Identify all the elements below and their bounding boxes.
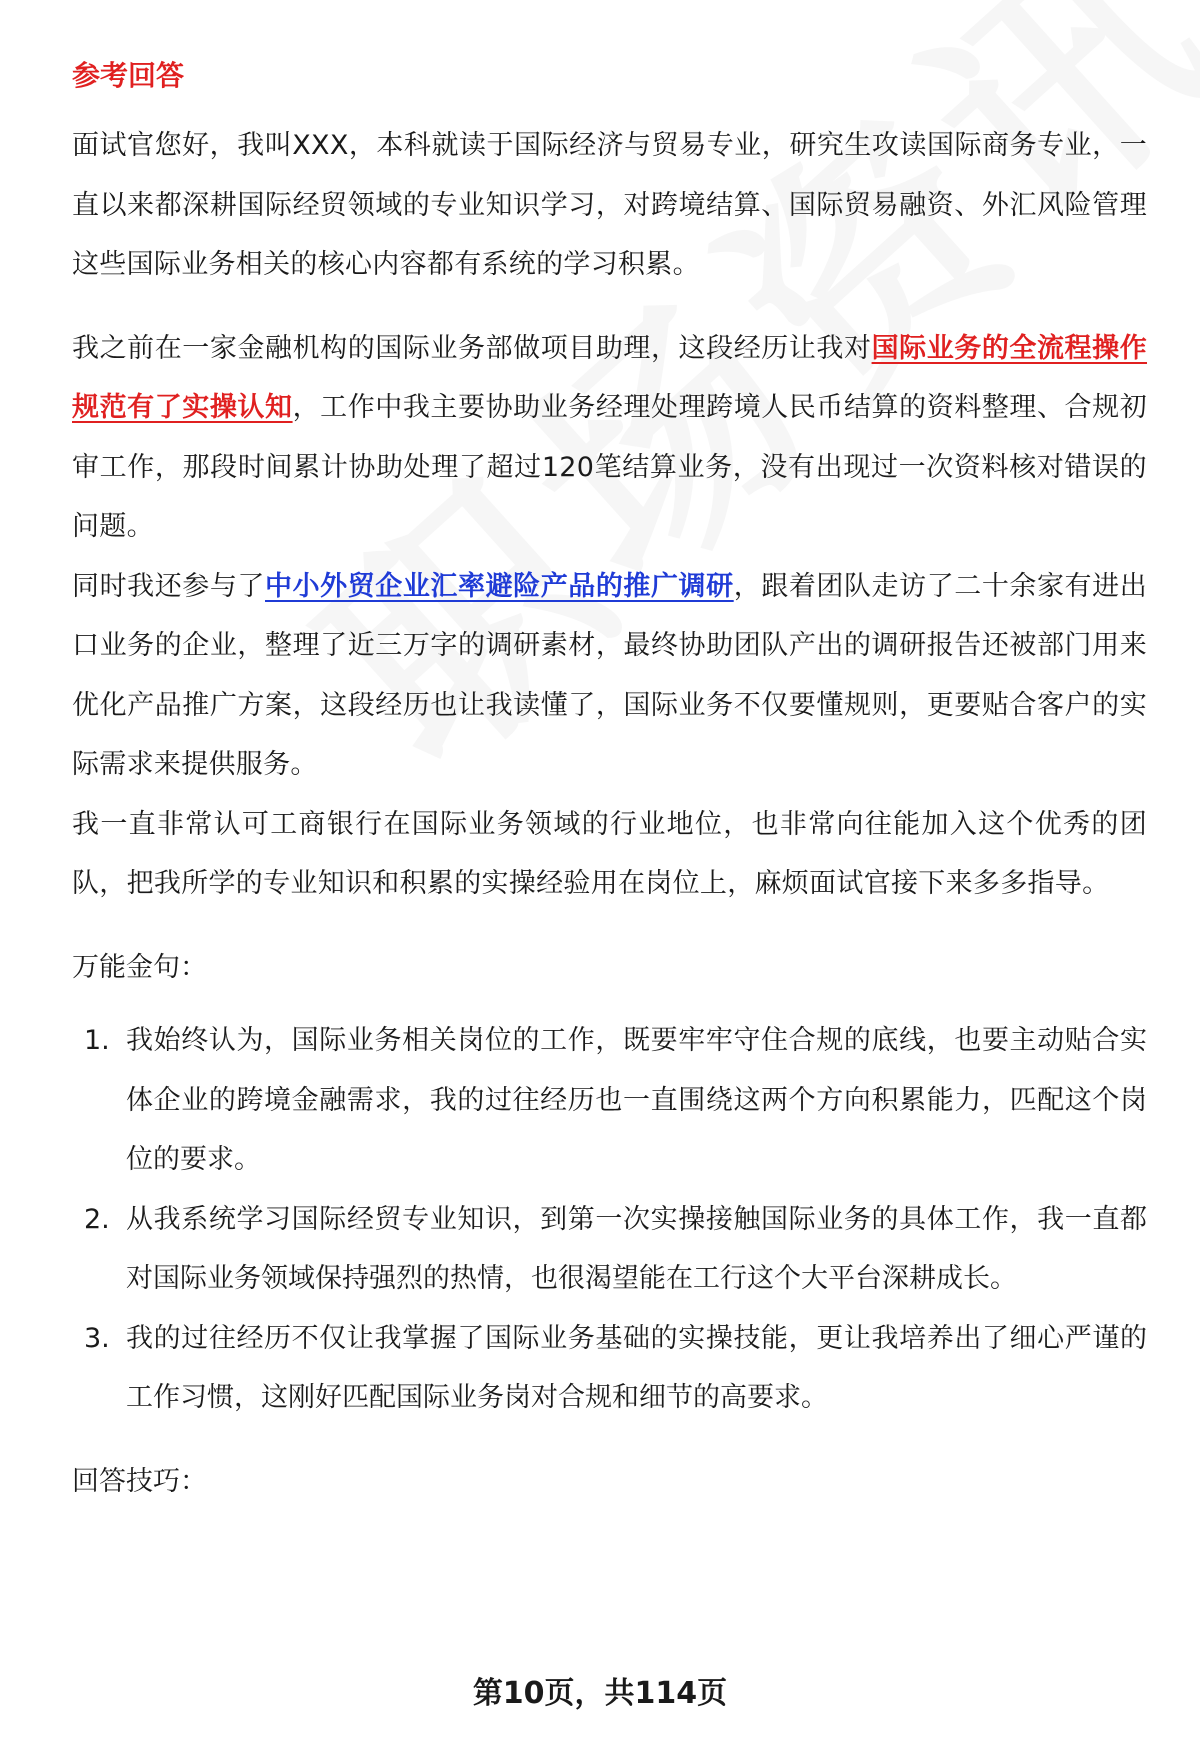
list-item-text: 从我系统学习国际经贸专业知识，到第一次实操接触国际业务的具体工作，我一直都对国际业务领域保持强烈的热情，也很渴望能在工行这个大平台深耕成长。 [126, 1203, 1147, 1294]
list-item-number: 1. [84, 1025, 110, 1056]
experience-text-after: ，工作中我主要协助业务经理处理跨境人民币结算的资料整理、合规初审工作，那段时间累计协助处理了超过120笔结算业务，没有出现过一次资料核对错误的问题。 [72, 392, 1147, 542]
research-text-after: ，跟着团队走访了二十余家有进出口业务的企业，整理了近三万字的调研素材，最终协助团队产出的调研报告还被部门用来优化产品推广方案，这段经历也让我读懂了，国际业务不仅要懂规则，更要贴合客户的实际需求来提供服务。 [72, 570, 1147, 780]
list-item-number: 2. [84, 1203, 110, 1235]
section-title: 参考回答 [72, 59, 185, 92]
experience-text-before: 我之前在一家金融机构的国际业务部做项目助理，这段经历让我对 [72, 332, 872, 364]
experience-highlight: 国际业务的全流程操作规范有了实操认知 [72, 332, 1148, 423]
list-item [72, 1309, 1147, 1428]
list-item [72, 1190, 1147, 1309]
list-item [72, 1011, 1147, 1190]
research-paragraph [72, 557, 1147, 795]
list-item-number: 3. [84, 1322, 110, 1354]
answer-tips-heading: 回答技巧： [72, 1465, 207, 1497]
content [72, 52, 1147, 1511]
list-item-text: 我始终认为，国际业务相关岗位的工作，既要牢牢守住合规的底线，也要主动贴合实体企业的跨境金融需求，我的过往经历也一直围绕这两个方向积累能力，匹配这个岗位的要求。 [126, 1025, 1147, 1175]
golden-sentences-heading: 万能金句： [72, 951, 207, 983]
closing-paragraph: 我一直非常认可工商银行在国际业务领域的行业地位，也非常向往能加入这个优秀的团队，把我所学的专业知识和积累的实操经验用在岗位上，麻烦面试官接下来多多指导。 [72, 808, 1147, 899]
research-text-before: 同时我还参与了 [72, 570, 265, 602]
intro-paragraph: 面试官您好，我叫XXX，本科就读于国际经济与贸易专业，研究生攻读国际商务专业，一直以来都深耕国际经贸领域的专业知识学习，对跨境结算、国际贸易融资、外汇风险管理这些国际业务相关的核心内容都有系统的学习积累。 [72, 130, 1147, 280]
experience-paragraph [72, 319, 1147, 557]
golden-sentences-list [72, 1011, 1147, 1428]
research-highlight: 中小外贸企业汇率避险产品的推广调研 [265, 570, 734, 602]
page-number: 第10页，共114页 [472, 1676, 728, 1711]
list-item-text: 我的过往经历不仅让我掌握了国际业务基础的实操技能，更让我培养出了细心严谨的工作习惯，这刚好匹配国际业务岗对合规和细节的高要求。 [126, 1322, 1147, 1413]
